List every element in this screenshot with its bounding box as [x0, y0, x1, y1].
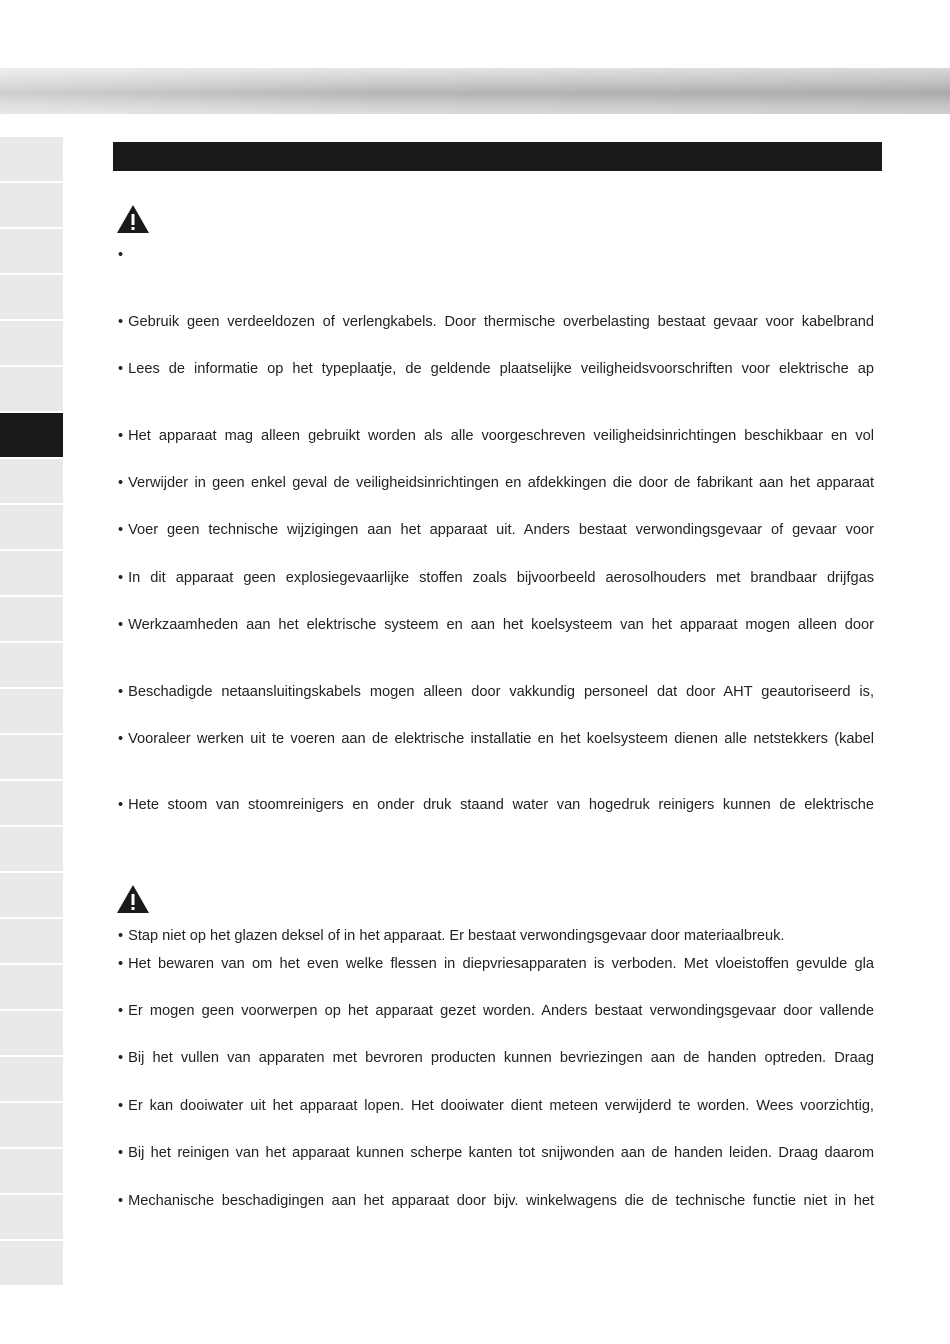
bullet-dot: • — [118, 428, 124, 444]
danger-item — [118, 796, 874, 814]
caution-item — [118, 1002, 874, 1020]
bullet-dot: • — [118, 1145, 124, 1161]
side-tab[interactable] — [0, 873, 63, 917]
caution-item-text: Bij het vullen van apparaten met bevroren producten kunnen bevriezingen aan de handen optreden. Draag — [128, 1050, 874, 1066]
side-tab[interactable] — [0, 1103, 63, 1147]
side-tab[interactable] — [0, 781, 63, 825]
danger-item — [118, 616, 874, 634]
bullet-dot: • — [118, 522, 124, 538]
side-tab[interactable] — [0, 735, 63, 779]
side-tab[interactable] — [0, 1149, 63, 1193]
danger-item-text: In dit apparaat geen explosiegevaarlijke stoffen zoals bijvoorbeeld aerosolhouders met brandbaar drijfgas — [128, 570, 874, 586]
side-tab[interactable] — [0, 643, 63, 687]
bullet-dot: • — [118, 684, 124, 700]
side-tab[interactable] — [0, 367, 63, 411]
side-tab[interactable] — [0, 1011, 63, 1055]
caution-item-text: Bij het reinigen van het apparaat kunnen scherpe kanten tot snijwonden aan de handen leiden. Draag daarom — [128, 1145, 874, 1161]
danger-item-text: Voer geen technische wijzigingen aan het apparaat uit. Anders bestaat verwondingsgevaar of gevaar voor — [128, 522, 874, 538]
side-tab[interactable] — [0, 229, 63, 273]
bullet-dot: • — [118, 314, 124, 330]
danger-item-text: Hete stoom van stoomreinigers en onder druk staand water van hogedruk reinigers kunnen de elektrische — [128, 797, 874, 813]
danger-item — [118, 313, 874, 331]
warning-triangle-icon — [116, 884, 150, 914]
bullet-dot: • — [118, 731, 124, 747]
side-tab[interactable] — [0, 689, 63, 733]
caution-item — [118, 927, 874, 945]
bullet-dot: • — [118, 797, 124, 813]
danger-item — [118, 474, 874, 492]
side-tab[interactable] — [0, 551, 63, 595]
side-tab[interactable] — [0, 597, 63, 641]
bullet-dot: • — [118, 928, 124, 944]
side-tab[interactable] — [0, 827, 63, 871]
danger-item-text: Lees de informatie op het typeplaatje, de geldende plaatselijke veiligheidsvoorschriften voor elektrische ap — [128, 361, 874, 377]
danger-item — [118, 521, 874, 539]
bullet-dot: • — [118, 247, 124, 263]
bullet-dot: • — [118, 1050, 124, 1066]
caution-item — [118, 955, 874, 973]
side-tab[interactable] — [0, 1195, 63, 1239]
warning-triangle-icon — [116, 204, 150, 234]
side-tab[interactable] — [0, 275, 63, 319]
danger-item — [118, 730, 874, 748]
danger-item — [118, 569, 874, 587]
bullet-dot: • — [118, 361, 124, 377]
bullet-dot: • — [118, 956, 124, 972]
bullet-dot: • — [118, 475, 124, 491]
side-tab[interactable] — [0, 505, 63, 549]
side-tab[interactable] — [0, 183, 63, 227]
danger-item-text: Vooraleer werken uit te voeren aan de elektrische installatie en het koelsysteem dienen alle netstekkers (kabel — [128, 731, 874, 747]
side-tab[interactable] — [0, 1057, 63, 1101]
caution-item-text: Stap niet op het glazen deksel of in het apparaat. Er bestaat verwondingsgevaar door materiaalbreuk. — [128, 928, 785, 944]
danger-item — [118, 360, 874, 378]
bullet-dot: • — [118, 1003, 124, 1019]
side-tab[interactable] — [0, 1241, 63, 1285]
caution-item-text: Mechanische beschadigingen aan het apparaat door bijv. winkelwagens die de technische functie niet in het — [128, 1193, 874, 1209]
side-tab[interactable] — [0, 321, 63, 365]
caution-item — [118, 1049, 874, 1067]
danger-item — [118, 427, 874, 445]
danger-item-text: Gebruik geen verdeeldozen of verlengkabels. Door thermische overbelasting bestaat gevaar voor kabelbrand — [128, 314, 874, 330]
caution-item — [118, 1097, 874, 1115]
danger-item-text: Werkzaamheden aan het elektrische systeem en aan het koelsysteem van het apparaat mogen alleen door — [128, 617, 874, 633]
danger-item — [118, 683, 874, 701]
caution-item-text: Er kan dooiwater uit het apparaat lopen. Het dooiwater dient meteen verwijderd te worden. Wees voorzichtig, — [128, 1098, 874, 1114]
danger-item-text: Verwijder in geen enkel geval de veiligheidsinrichtingen en afdekkingen die door de fabrikant aan het apparaat — [128, 475, 874, 491]
side-tab[interactable] — [0, 919, 63, 963]
caution-item-text: Het bewaren van om het even welke flessen in diepvriesapparaten is verboden. Met vloeistoffen gevulde gla — [128, 956, 874, 972]
side-tab[interactable] — [0, 137, 63, 181]
side-tab[interactable] — [0, 965, 63, 1009]
side-tab-active[interactable] — [0, 413, 63, 457]
caution-item-text: Er mogen geen voorwerpen op het apparaat gezet worden. Anders bestaat verwondingsgevaar door vallende — [128, 1003, 874, 1019]
caution-item — [118, 1144, 874, 1162]
header-band — [0, 68, 950, 114]
danger-item-text: Het apparaat mag alleen gebruikt worden als alle voorgeschreven veiligheidsinrichtingen beschikbaar en vol — [128, 428, 874, 444]
bullet-dot: • — [118, 570, 124, 586]
bullet-dot: • — [118, 1098, 124, 1114]
caution-item — [118, 1192, 874, 1210]
bullet-dot: • — [118, 617, 124, 633]
section-title-bar — [113, 142, 882, 171]
side-tab[interactable] — [0, 459, 63, 503]
danger-item-text: Beschadigde netaansluitingskabels mogen alleen door vakkundig personeel dat door AHT geautoriseerd is, — [128, 684, 874, 700]
bullet-dot: • — [118, 1193, 124, 1209]
side-tab-index — [0, 137, 63, 1287]
empty-bullet — [118, 246, 874, 264]
